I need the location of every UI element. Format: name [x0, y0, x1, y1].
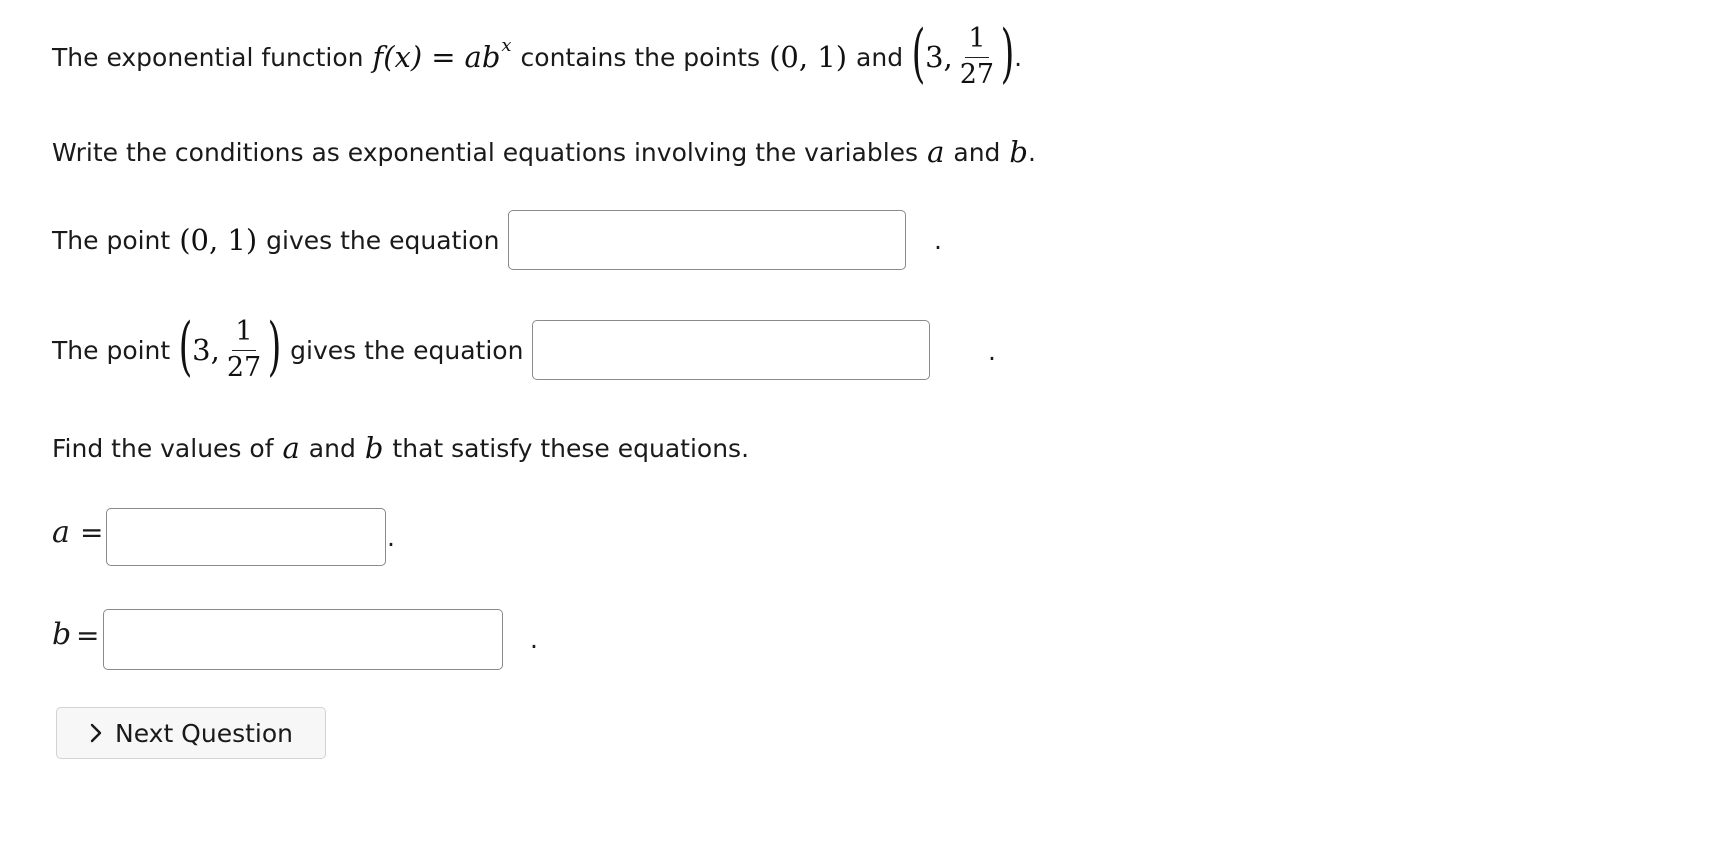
intro-text-before: The exponential function	[52, 42, 364, 72]
answer-a-label: a	[52, 515, 70, 550]
right-paren: )	[1000, 17, 1015, 91]
instruction-period: .	[1028, 137, 1036, 167]
answer-a-equals: =	[80, 516, 104, 549]
fraction-denominator: 27	[959, 58, 995, 90]
equation-input-1[interactable]	[508, 210, 906, 270]
point-x: 3,	[925, 40, 953, 74]
find-variable-a: a	[282, 431, 300, 465]
intro-text-and: and	[856, 42, 904, 72]
find-text-and: and	[308, 433, 356, 463]
q2-period: .	[988, 337, 996, 366]
next-question-button[interactable]	[56, 707, 326, 759]
point-0-1: (0, 1)	[769, 40, 848, 74]
answer-b-input[interactable]	[103, 609, 503, 670]
fraction-numerator: 1	[965, 25, 988, 57]
point-3-1-27	[911, 17, 1015, 91]
instruction-sentence	[52, 132, 1036, 172]
find-variable-b: b	[364, 431, 384, 465]
function-base: ab	[464, 40, 501, 74]
equals-sign: =	[431, 40, 456, 74]
q2-fraction	[224, 318, 264, 382]
q1-period: .	[934, 226, 942, 255]
function-exponent: x	[501, 34, 512, 56]
q2-point-x: 3,	[192, 333, 220, 367]
answer-a-period: .	[387, 523, 395, 552]
answer-a-input[interactable]	[106, 508, 386, 566]
find-sentence	[52, 428, 749, 468]
find-text-before: Find the values of	[52, 433, 274, 463]
answer-b-label: b	[52, 617, 72, 652]
left-paren: (	[911, 17, 926, 91]
chevron-right-icon	[89, 722, 103, 744]
next-question-label: Next Question	[115, 718, 294, 748]
intro-sentence	[52, 12, 1022, 102]
instruction-text-and: and	[953, 137, 1001, 167]
q1-point: (0, 1)	[179, 223, 258, 257]
q2-left-paren: (	[178, 310, 193, 384]
equation-input-2[interactable]	[532, 320, 930, 380]
instruction-text: Write the conditions as exponential equations involving the variables	[52, 137, 919, 167]
function-lhs: f(x)	[372, 40, 423, 74]
q2-point	[178, 310, 282, 384]
intro-text-mid: contains the points	[520, 42, 761, 72]
fraction	[957, 25, 997, 89]
q2-fraction-denominator: 27	[226, 351, 262, 383]
q1-text-after: gives the equation	[266, 225, 500, 255]
q2-text-after: gives the equation	[290, 335, 524, 365]
q2-right-paren: )	[267, 310, 282, 384]
question-1	[52, 210, 906, 270]
answer-b-equals: =	[76, 619, 100, 652]
variable-a: a	[927, 135, 945, 169]
intro-period: .	[1014, 42, 1023, 72]
question-2	[52, 305, 930, 395]
q2-text-before: The point	[52, 335, 171, 365]
answer-b-period: .	[530, 625, 538, 654]
find-text-after: that satisfy these equations.	[392, 433, 750, 463]
q1-text-before: The point	[52, 225, 171, 255]
q2-fraction-numerator: 1	[232, 318, 255, 350]
variable-b: b	[1009, 135, 1028, 169]
